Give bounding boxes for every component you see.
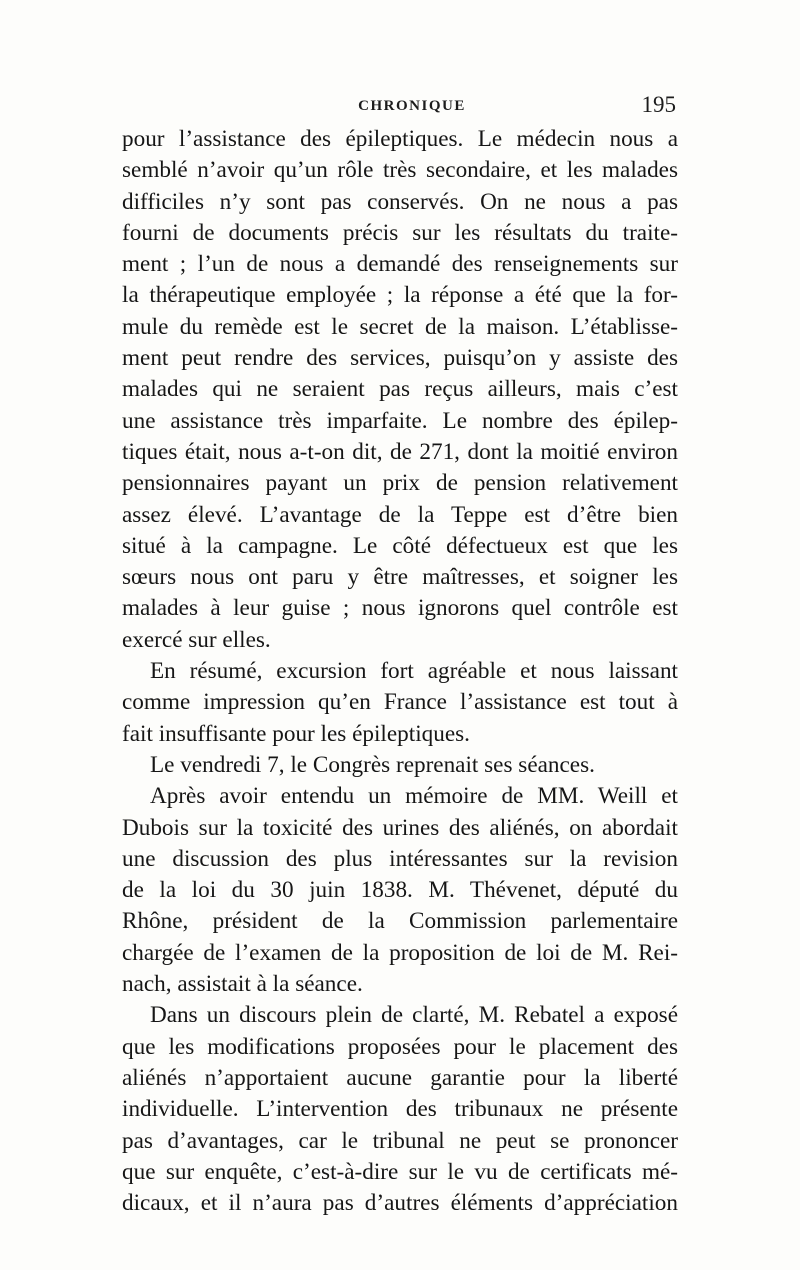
text-line: fourni de documents précis sur les résultats du traite- <box>122 219 678 246</box>
text-line: Après avoir entendu un mémoire de MM. Weill et <box>150 783 678 810</box>
page-header <box>122 92 678 122</box>
text-line: la thérapeutique employée ; la réponse a été que la for- <box>122 282 678 309</box>
text-line: ment peut rendre des services, puisqu’on y assiste des <box>122 345 678 372</box>
page-number: 195 <box>641 92 676 117</box>
text-line: sœurs nous ont paru y être maîtresses, et soigner les <box>122 564 678 591</box>
text-line: semblé n’avoir qu’un rôle très secondaire, et les malades <box>122 157 678 184</box>
text-line: exercé sur elles. <box>122 626 271 653</box>
text-line: aliénés n’apportaient aucune garantie pour la liberté <box>122 1064 678 1091</box>
text-line: difficiles n’y sont pas conservés. On ne nous a pas <box>122 188 678 215</box>
text-line: tiques était, nous a-t-on dit, de 271, dont la moitié environ <box>122 438 678 465</box>
text-line: mule du remède est le secret de la maison. L’établisse- <box>122 313 678 340</box>
text-line: comme impression qu’en France l’assistance est tout à <box>122 689 678 716</box>
text-line: pas d’avantages, car le tribunal ne peut se prononcer <box>122 1127 678 1154</box>
text-line: fait insuffisante pour les épileptiques. <box>122 720 470 747</box>
text-line: Rhône, président de la Commission parlementaire <box>122 908 678 935</box>
text-line: assez élevé. L’avantage de la Teppe est d’être bien <box>122 501 678 528</box>
body-text <box>122 124 678 1219</box>
text-line: pour l’assistance des épileptiques. Le médecin nous a <box>122 126 678 152</box>
text-line: nach, assistait à la séance. <box>122 971 363 998</box>
text-line: En résumé, excursion fort agréable et nous laissant <box>150 658 678 685</box>
text-line: que les modifications proposées pour le placement des <box>122 1033 678 1060</box>
text-line: de la loi du 30 juin 1838. M. Thévenet, député du <box>122 877 678 904</box>
text-line: malades à leur guise ; nous ignorons quel contrôle est <box>122 595 678 622</box>
text-line: Dubois sur la toxicité des urines des aliénés, on abordait <box>122 814 678 841</box>
text-line: pensionnaires payant un prix de pension relativement <box>122 470 678 497</box>
text-line: une assistance très imparfaite. Le nombre des épilep- <box>122 407 678 434</box>
text-line: ment ; l’un de nous a demandé des renseignements sur <box>122 251 678 278</box>
text-line: Le vendredi 7, le Congrès reprenait ses séances. <box>150 751 595 778</box>
text-line: chargée de l’examen de la proposition de loi de M. Rei- <box>122 939 678 966</box>
text-line: individuelle. L’intervention des tribunaux ne présente <box>122 1096 678 1123</box>
text-line: situé à la campagne. Le côté défectueux est que les <box>122 532 678 559</box>
text-line: Dans un discours plein de clarté, M. Rebatel a exposé <box>150 1002 678 1029</box>
text-line: une discussion des plus intéressantes sur la revision <box>122 845 678 872</box>
text-line: que sur enquête, c’est-à-dire sur le vu de certificats mé- <box>122 1158 678 1185</box>
text-line: malades qui ne seraient pas reçus ailleurs, mais c’est <box>122 376 678 403</box>
text-line: dicaux, et il n’aura pas d’autres éléments d’appréciation <box>122 1190 678 1217</box>
running-title: CHRONIQUE <box>358 98 466 114</box>
